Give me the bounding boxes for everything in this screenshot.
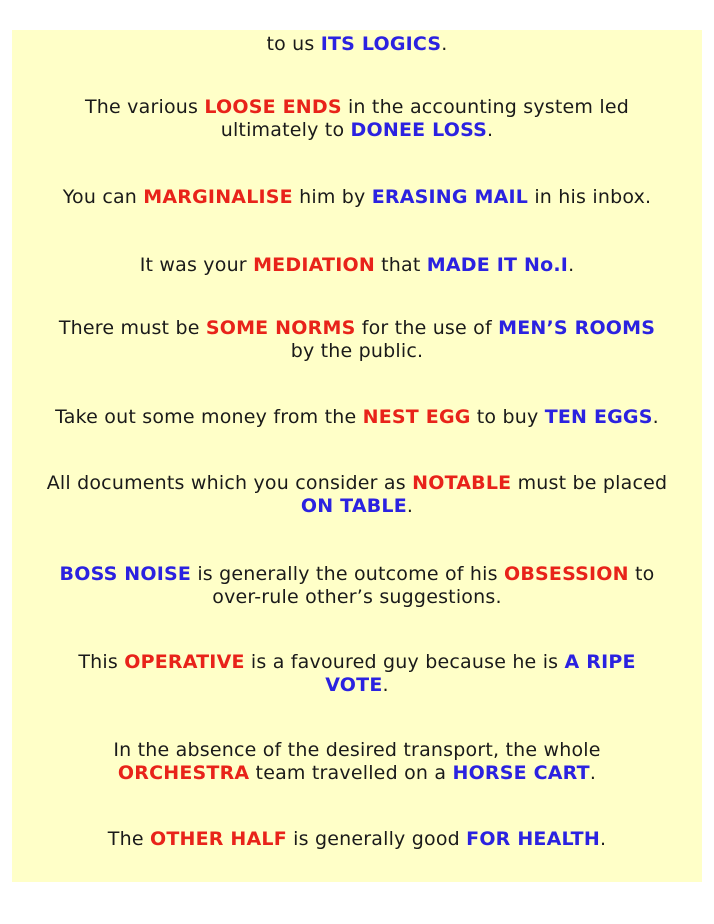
- sentence-text: .: [589, 762, 597, 784]
- sentence-text: over-rule other’s suggestions.: [212, 586, 502, 608]
- sentence-line: [12, 563, 702, 586]
- keyword-red: OBSESSION: [504, 563, 629, 585]
- sentence-text: in his inbox.: [528, 186, 652, 208]
- keyword-blue: TEN EGGS: [544, 406, 653, 428]
- sentence-text: in the accounting system led: [341, 96, 630, 118]
- sentence-text: It was your: [139, 254, 254, 276]
- sentence-text: This: [78, 651, 125, 673]
- sentence-line: [12, 651, 702, 674]
- sentence-text: .: [568, 254, 575, 276]
- sentence-line: [12, 495, 702, 518]
- sentence-text: .: [652, 406, 659, 428]
- keyword-blue: ERASING MAIL: [371, 186, 529, 208]
- content-panel: [12, 30, 702, 882]
- sentence-10: [12, 739, 702, 785]
- keyword-red: MARGINALISE: [143, 186, 293, 208]
- sentence-5: [12, 317, 702, 363]
- sentence-2: [12, 96, 702, 142]
- sentence-line: [12, 406, 702, 429]
- sentence-text: team travelled on a: [249, 762, 453, 784]
- sentence-text: is generally the outcome of his: [191, 563, 504, 585]
- sentence-8: [12, 563, 702, 609]
- sentence-text: All documents which you consider as: [46, 472, 413, 494]
- sentence-11: [12, 828, 702, 851]
- keyword-blue: HORSE CART: [452, 762, 590, 784]
- sentence-line: [12, 33, 702, 56]
- keyword-blue: MEN’S ROOMS: [498, 317, 656, 339]
- sentence-text: is a favoured guy because he is: [244, 651, 565, 673]
- sentence-line: [12, 472, 702, 495]
- sentence-1: [12, 33, 702, 56]
- sentence-text: .: [441, 33, 448, 55]
- sentence-line: [12, 317, 702, 340]
- keyword-red: NEST EGG: [362, 406, 471, 428]
- sentence-line: [12, 96, 702, 119]
- sentence-text: him by: [292, 186, 372, 208]
- sentence-text: .: [382, 674, 389, 696]
- sentence-line: [12, 254, 702, 277]
- sentence-text: to us: [266, 33, 321, 55]
- sentence-text: that: [374, 254, 427, 276]
- sentence-9: [12, 651, 702, 697]
- keyword-blue: VOTE: [325, 674, 383, 696]
- sentence-line: [12, 762, 702, 785]
- keyword-blue: ON TABLE: [300, 495, 407, 517]
- sentence-line: [12, 340, 702, 363]
- sentence-4: [12, 254, 702, 277]
- sentence-text: The: [107, 828, 150, 850]
- keyword-blue: MADE IT No.I: [426, 254, 569, 276]
- keyword-blue: A RIPE: [564, 651, 636, 673]
- sentence-line: [12, 186, 702, 209]
- keyword-red: MEDIATION: [253, 254, 375, 276]
- sentence-text: is generally good: [286, 828, 467, 850]
- sentence-text: The various: [84, 96, 205, 118]
- sentence-text: You can: [62, 186, 144, 208]
- sentence-text: .: [406, 495, 414, 517]
- keyword-red: OPERATIVE: [124, 651, 245, 673]
- sentence-text: must be placed: [511, 472, 668, 494]
- sentence-line: [12, 586, 702, 609]
- sentence-text: In the absence of the desired transport, the whole: [113, 739, 601, 761]
- sentence-line: [12, 828, 702, 851]
- keyword-blue: ITS LOGICS: [320, 33, 442, 55]
- sentence-text: by the public.: [290, 340, 424, 362]
- sentence-text: to buy: [470, 406, 545, 428]
- keyword-red: SOME NORMS: [205, 317, 356, 339]
- sentence-line: [12, 674, 702, 697]
- sentence-line: [12, 119, 702, 142]
- keyword-blue: FOR HEALTH: [466, 828, 600, 850]
- sentence-line: [12, 739, 702, 762]
- sentence-6: [12, 406, 702, 429]
- sentence-text: There must be: [58, 317, 206, 339]
- keyword-blue: BOSS NOISE: [59, 563, 192, 585]
- sentence-3: [12, 186, 702, 209]
- sentence-text: Take out some money from the: [55, 406, 363, 428]
- keyword-red: OTHER HALF: [149, 828, 287, 850]
- keyword-red: LOOSE ENDS: [204, 96, 342, 118]
- sentence-text: .: [599, 828, 607, 850]
- sentence-text: ultimately to: [220, 119, 351, 141]
- keyword-blue: DONEE LOSS: [350, 119, 488, 141]
- sentence-text: for the use of: [355, 317, 499, 339]
- sentence-7: [12, 472, 702, 518]
- sentence-text: to: [628, 563, 655, 585]
- sentence-text: .: [487, 119, 494, 141]
- keyword-red: ORCHESTRA: [117, 762, 250, 784]
- keyword-red: NOTABLE: [412, 472, 512, 494]
